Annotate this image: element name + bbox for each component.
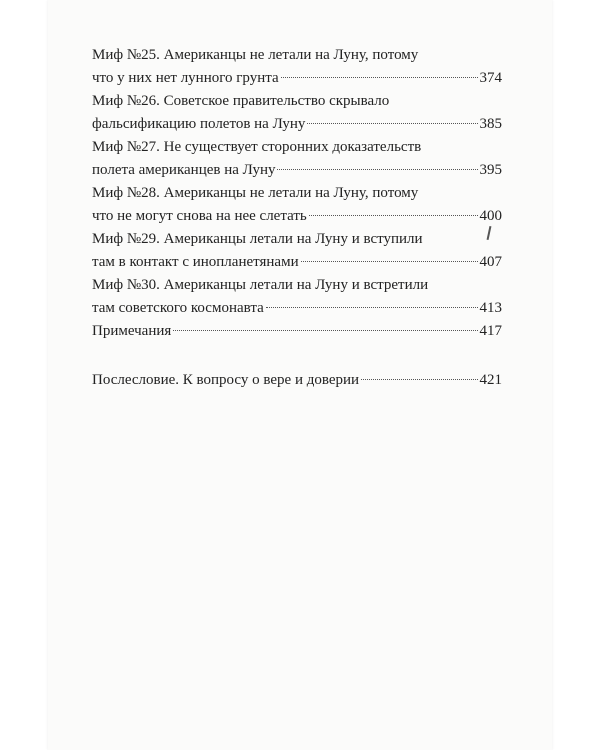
table-of-contents: [92, 44, 502, 392]
toc-entry-title-cont: полета американцев на Луну: [92, 162, 276, 178]
toc-entry-afterword: [92, 369, 502, 392]
toc-page-number: 413: [479, 300, 502, 316]
book-page: [48, 0, 552, 750]
toc-entry-myth-27: [92, 136, 502, 182]
toc-page-number: 421: [479, 372, 502, 388]
toc-entry-myth-26: [92, 90, 502, 136]
dot-leader: [307, 123, 477, 124]
toc-entry-title-cont: там советского космонавта: [92, 300, 264, 316]
dot-leader: [301, 261, 478, 262]
toc-entry-title: Послесловие. К вопросу о вере и доверии: [92, 372, 360, 388]
toc-page-number: 400: [479, 208, 502, 224]
toc-entry-title: Миф №28. Американцы не летали на Луну, потому: [92, 185, 419, 201]
bleed-through-text: [198, 358, 552, 736]
dot-leader: [361, 379, 477, 380]
toc-page-number: 385: [479, 116, 502, 132]
toc-entry-myth-30: [92, 274, 502, 320]
toc-entry-myth-29: [92, 228, 502, 274]
dot-leader: [309, 215, 478, 216]
toc-page-number: 417: [479, 323, 502, 339]
dot-leader: [281, 77, 478, 78]
toc-entry-title: Миф №25. Американцы не летали на Луну, потому: [92, 47, 419, 63]
toc-entry-title: Миф №29. Американцы летали на Луну и вступили: [92, 231, 423, 247]
dot-leader: [173, 330, 477, 331]
toc-entry-title-cont: что не могут снова на нее слетать: [92, 208, 307, 224]
toc-page-number: 407: [479, 254, 502, 270]
toc-entry-title: Миф №30. Американцы летали на Луну и встретили: [92, 277, 429, 293]
toc-entry-notes: [92, 320, 502, 343]
toc-entry-title-cont: фальсификацию полетов на Луну: [92, 116, 306, 132]
toc-entry-title-cont: что у них нет лунного грунта: [92, 70, 279, 86]
toc-entry-title: Примечания: [92, 323, 172, 339]
toc-entry-title: Миф №26. Советское правительство скрывало: [92, 93, 390, 109]
toc-page-number: 395: [479, 162, 502, 178]
dot-leader: [266, 307, 478, 308]
toc-entry-title-cont: там в контакт с инопланетянами: [92, 254, 299, 270]
toc-page-number: 374: [479, 70, 502, 86]
toc-entry-myth-25: [92, 44, 502, 90]
dot-leader: [277, 169, 477, 170]
toc-entry-myth-28: [92, 182, 502, 228]
toc-entry-title: Миф №27. Не существует сторонних доказательств: [92, 139, 422, 155]
